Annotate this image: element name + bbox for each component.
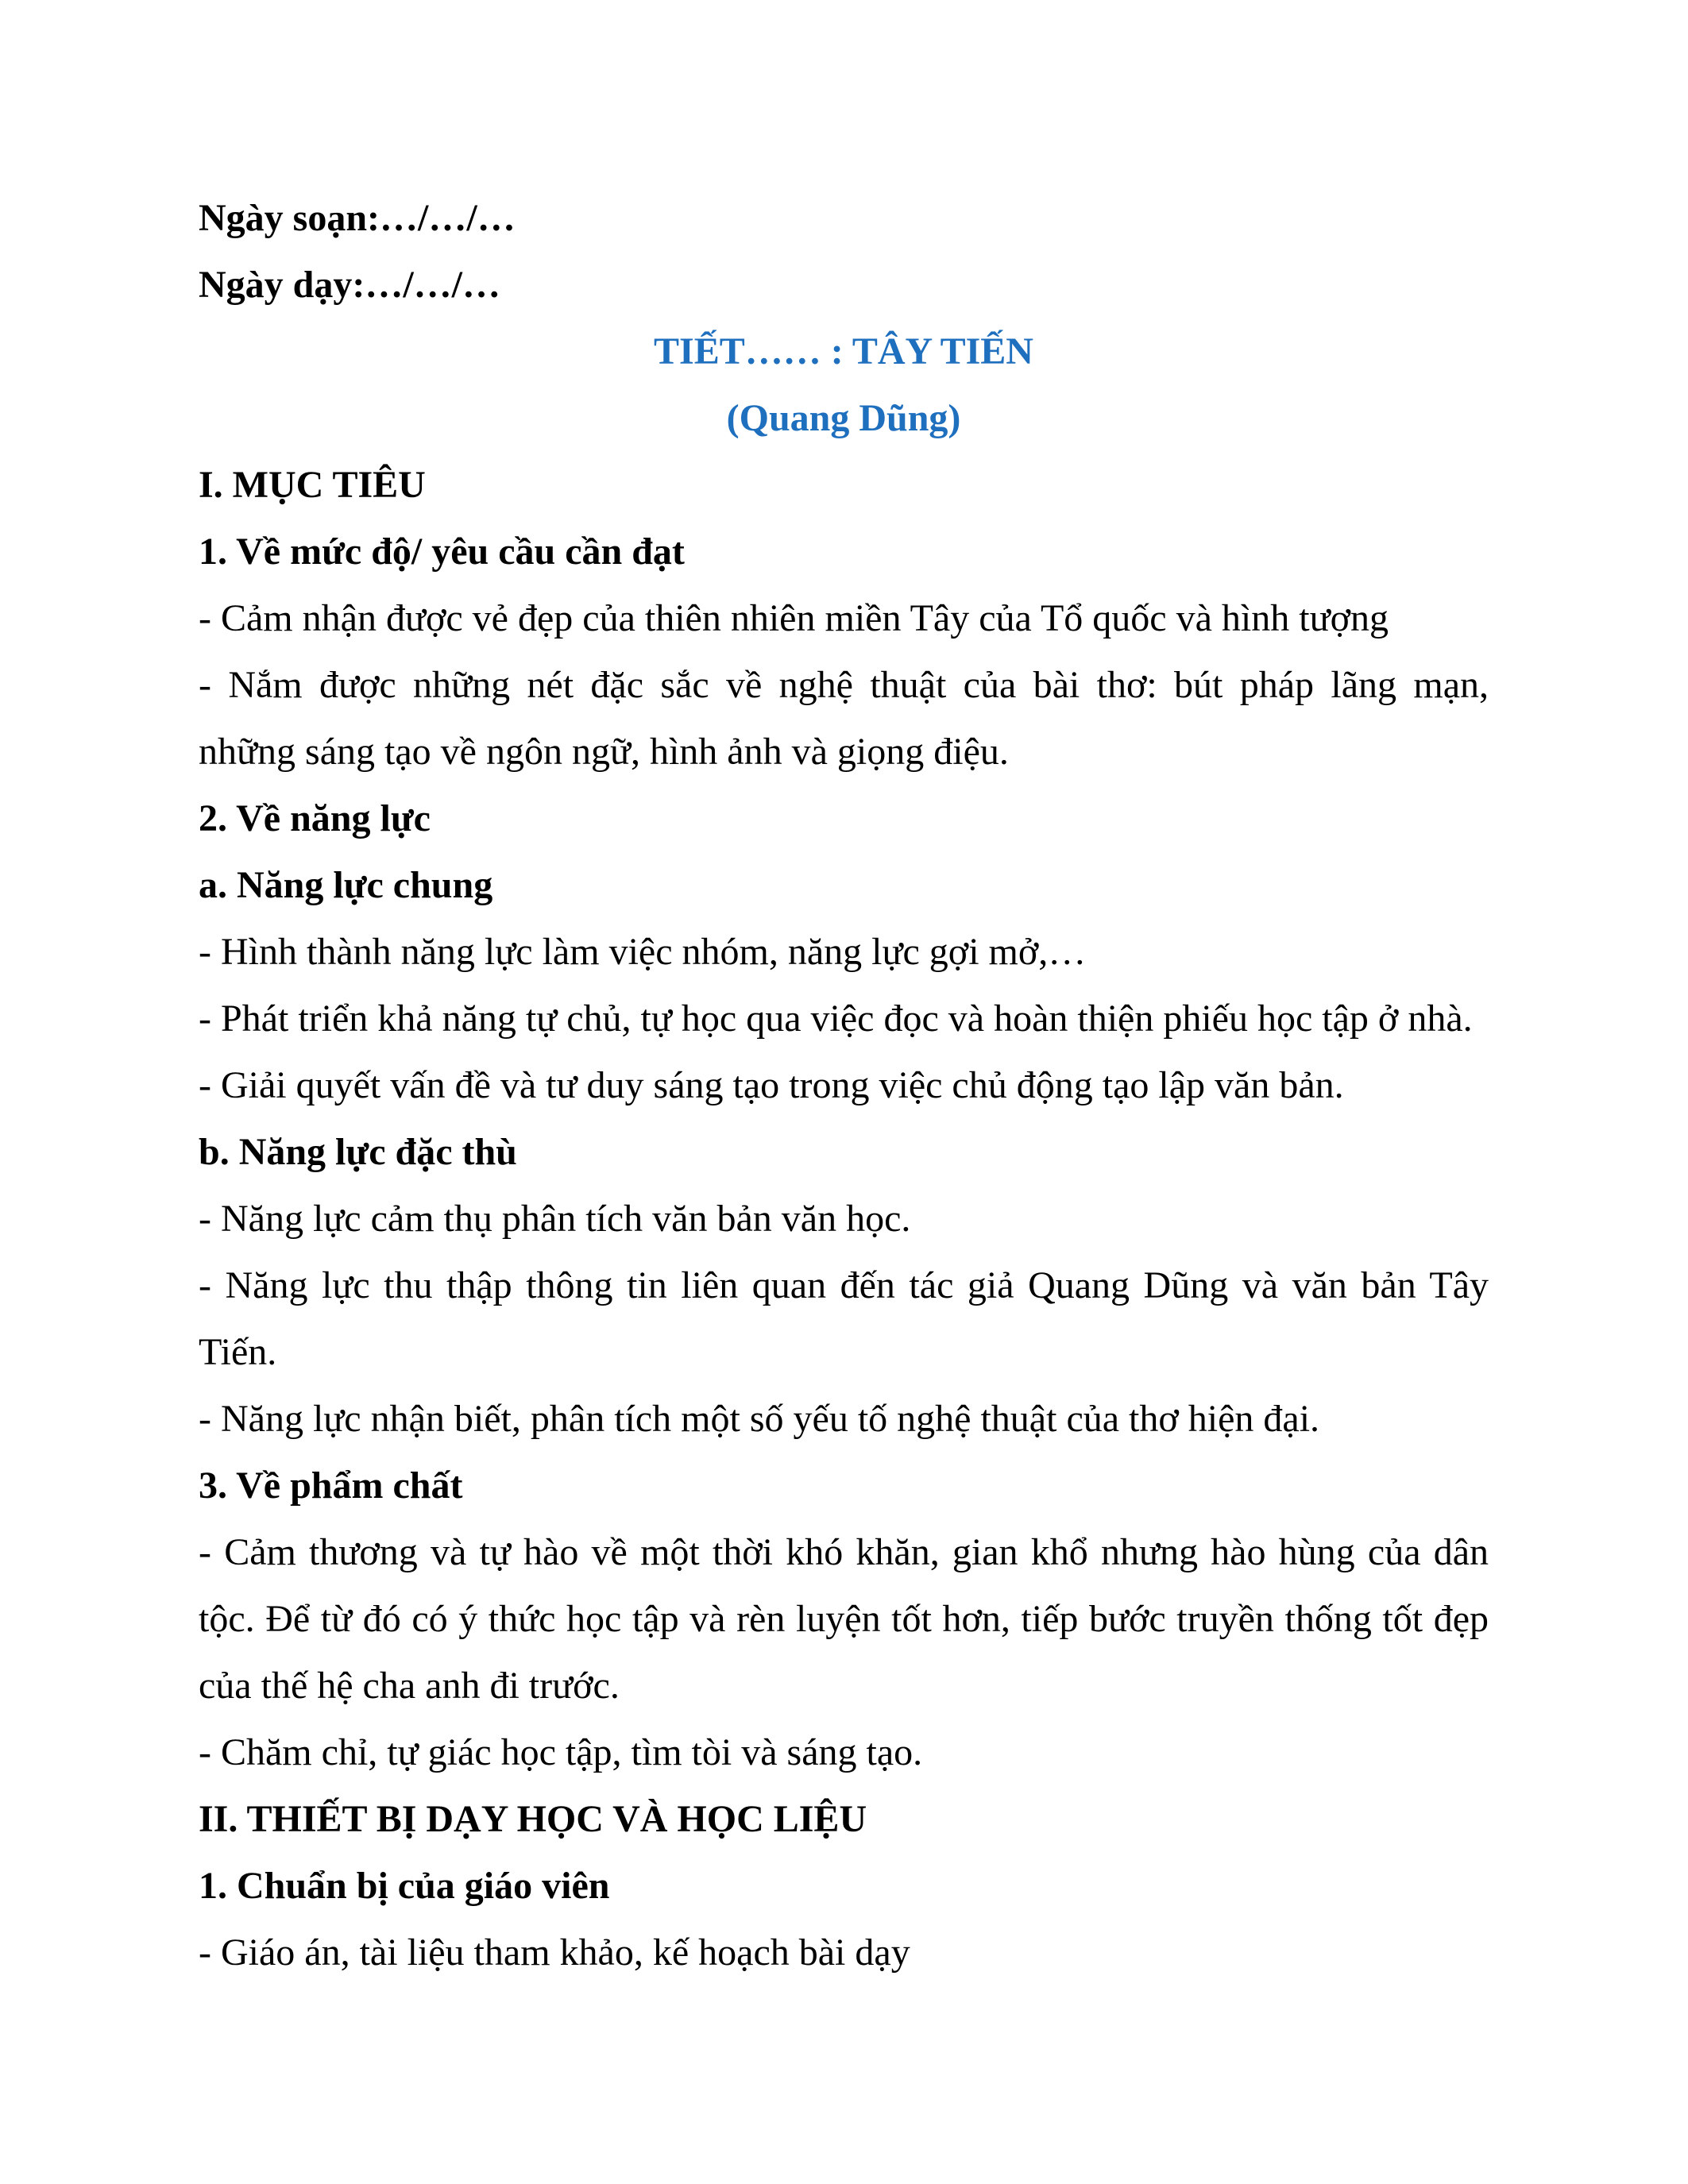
paragraph-line: - Hình thành năng lực làm việc nhóm, năng lực gợi mở,… [199,931,1087,973]
subheading-competencies: 2. Về năng lực [199,797,431,839]
subheading-general-competency: a. Năng lực chung [199,864,493,906]
lesson-title: TIẾT…… : TÂY TIẾN [654,330,1033,372]
paragraph-line: - Chăm chỉ, tự giác học tập, tìm tòi và sáng tạo. [199,1731,923,1773]
paragraph-line: - Năng lực thu thập thông tin liên quan đến tác giả Quang Dũng và văn bản Tây [199,1264,1489,1306]
subheading-teacher-preparation: 1. Chuẩn bị của giáo viên [199,1865,610,1907]
date-prepared: Ngày soạn:…/…/… [199,197,516,239]
date-taught: Ngày dạy:…/…/… [199,264,501,306]
lesson-author: (Quang Dũng) [726,397,961,439]
section-heading-materials: II. THIẾT BỊ DẠY HỌC VÀ HỌC LIỆU [199,1798,867,1840]
paragraph-line: - Giải quyết vấn đề và tư duy sáng tạo trong việc chủ động tạo lập văn bản. [199,1064,1344,1106]
section-heading-objectives: I. MỤC TIÊU [199,464,426,506]
paragraph-line: của thế hệ cha anh đi trước. [199,1665,620,1707]
paragraph-line: - Cảm nhận được vẻ đẹp của thiên nhiên miền Tây của Tổ quốc và hình tượng [199,597,1389,639]
paragraph-line: tộc. Để từ đó có ý thức học tập và rèn luyện tốt hơn, tiếp bước truyền thống tốt đẹp [199,1598,1489,1640]
paragraph-line: - Năng lực cảm thụ phân tích văn bản văn học. [199,1198,911,1240]
paragraph-line: - Nắm được những nét đặc sắc về nghệ thuật của bài thơ: bút pháp lãng mạn, [199,664,1489,706]
subheading-specific-competency: b. Năng lực đặc thù [199,1131,517,1173]
paragraph-line: những sáng tạo về ngôn ngữ, hình ảnh và giọng điệu. [199,731,1009,773]
subheading-requirements: 1. Về mức độ/ yêu cầu cần đạt [199,531,685,573]
paragraph-line: - Giáo án, tài liệu tham khảo, kế hoạch bài dạy [199,1931,910,1974]
subheading-qualities: 3. Về phẩm chất [199,1464,463,1507]
paragraph-line: - Phát triển khả năng tự chủ, tự học qua việc đọc và hoàn thiện phiếu học tập ở nhà. [199,997,1473,1040]
paragraph-line: - Năng lực nhận biết, phân tích một số yếu tố nghệ thuật của thơ hiện đại. [199,1398,1320,1440]
paragraph-line: - Cảm thương và tự hào về một thời khó khăn, gian khổ nhưng hào hùng của dân [199,1531,1489,1573]
document-page [199,185,1489,1986]
paragraph-line: Tiến. [199,1331,277,1373]
